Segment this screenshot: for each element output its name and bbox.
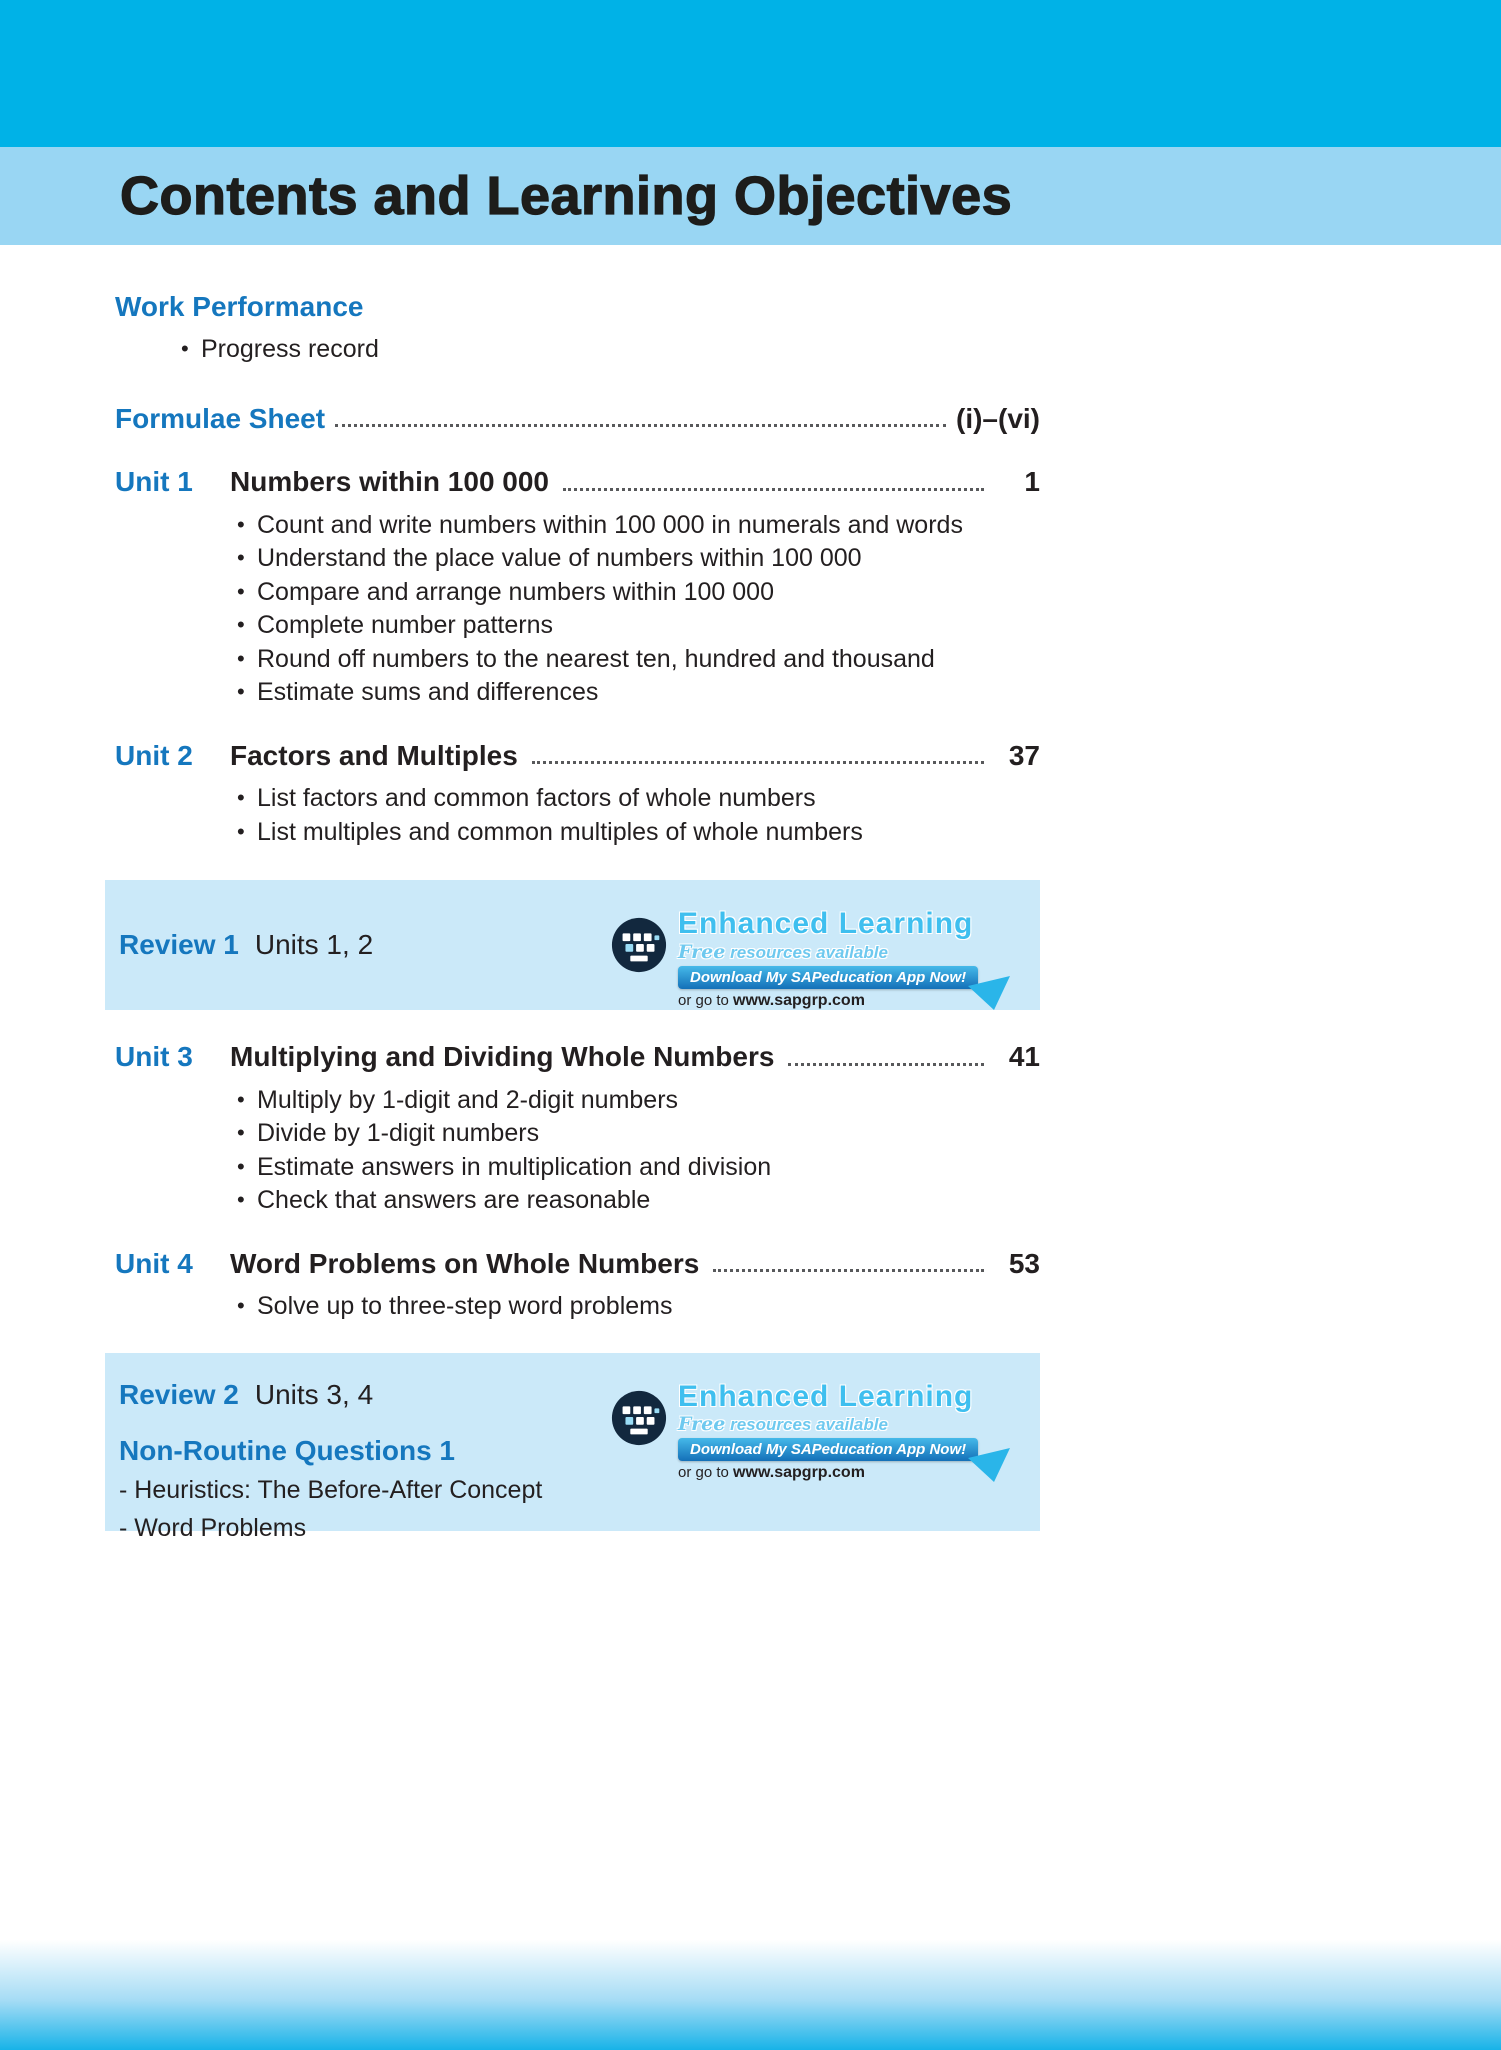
unit-3-row — [115, 1040, 1040, 1074]
objective-item: • Estimate sums and differences — [231, 676, 1040, 709]
unit-label: Unit 1 — [115, 466, 193, 498]
unit-title: Factors and Multiples — [230, 739, 518, 771]
objective-item: • Check that answers are reasonable — [231, 1184, 1040, 1217]
sap-logo-icon — [610, 916, 668, 974]
list-item: • Progress record — [175, 333, 1040, 366]
objective-item: • Understand the place value of numbers within 100 000 — [231, 542, 1040, 575]
unit-1-row — [115, 465, 1040, 499]
objective-item: • Divide by 1-digit numbers — [231, 1117, 1040, 1150]
sap-logo-icon — [610, 1389, 668, 1447]
dotted-leader — [335, 424, 946, 427]
free-rest: resources available — [730, 1415, 888, 1435]
swoosh-arrow-icon — [968, 1446, 1012, 1484]
unit-4-objectives — [115, 1290, 1040, 1323]
download-app-button: Download My SAPeducation App Now! — [678, 1438, 978, 1461]
page-title: Contents and Learning Objectives — [120, 166, 1013, 226]
unit-2-row — [115, 739, 1040, 773]
review-1-box — [105, 880, 1040, 1010]
bottom-gradient-band — [0, 1940, 1501, 2050]
dotted-leader — [788, 1063, 984, 1066]
work-performance-bullets — [115, 333, 1040, 366]
enhanced-learning-text — [678, 1381, 978, 1483]
non-routine-item: - Heuristics: The Before-After Concept — [119, 1475, 543, 1504]
objective-item: • Solve up to three-step word problems — [231, 1290, 1040, 1323]
page-number: 1 — [1024, 466, 1040, 498]
objective-item: • Compare and arrange numbers within 100 000 — [231, 576, 1040, 609]
unit-3-section — [115, 1040, 1040, 1217]
free-word: Free — [678, 1413, 726, 1436]
objective-item: • List multiples and common multiples of whole numbers — [231, 816, 1040, 849]
free-rest: resources available — [730, 942, 888, 962]
review-label: Review 2 — [119, 1378, 239, 1410]
objective-item: • Complete number patterns — [231, 609, 1040, 642]
objective-item: • List factors and common factors of whole numbers — [231, 782, 1040, 815]
sap-url: www.sapgrp.com — [733, 1464, 865, 1482]
unit-2-objectives — [115, 782, 1040, 848]
review-subject: Units 3, 4 — [254, 1378, 374, 1410]
free-word: Free — [678, 940, 726, 963]
unit-title: Multiplying and Dividing Whole Numbers — [230, 1041, 775, 1073]
review-label: Review 1 — [119, 929, 239, 961]
swoosh-arrow-icon — [968, 974, 1012, 1012]
enhanced-learning-title: Enhanced Learning — [678, 907, 974, 941]
objective-item: • Estimate answers in multiplication and division — [231, 1151, 1040, 1184]
enhanced-learning-text — [678, 908, 978, 1010]
page-number: (i)–(vi) — [956, 402, 1040, 434]
page-number: 53 — [1008, 1247, 1040, 1279]
free-resources-line — [678, 941, 978, 963]
dotted-leader — [563, 488, 984, 491]
objective-item: • Multiply by 1-digit and 2-digit numbers — [231, 1084, 1040, 1117]
goto-prefix: or go to — [678, 1464, 729, 1482]
review-subject: Units 1, 2 — [254, 929, 374, 961]
review-2-box — [105, 1353, 1040, 1542]
formulae-sheet-heading: Formulae Sheet — [115, 402, 326, 434]
unit-1-objectives — [115, 509, 1040, 709]
work-performance-heading: Work Performance — [115, 291, 364, 322]
objective-item: • Round off numbers to the nearest ten, hundred and thousand — [231, 643, 1040, 676]
dotted-leader — [532, 761, 984, 764]
page-number: 37 — [1008, 739, 1040, 771]
enhanced-learning-title: Enhanced Learning — [678, 1379, 974, 1413]
unit-label: Unit 3 — [115, 1041, 193, 1073]
review-1-line — [119, 929, 373, 961]
sap-url: www.sapgrp.com — [733, 991, 865, 1009]
unit-2-section — [115, 739, 1040, 849]
title-band — [0, 147, 1501, 245]
enhanced-learning-banner — [610, 908, 1020, 1010]
goto-url-line — [678, 992, 978, 1010]
top-cyan-band — [0, 0, 1501, 147]
unit-title: Word Problems on Whole Numbers — [230, 1247, 700, 1279]
contents-list — [0, 291, 1040, 1542]
goto-url-line — [678, 1464, 978, 1482]
non-routine-item: - Word Problems — [119, 1513, 307, 1542]
unit-label: Unit 4 — [115, 1247, 193, 1279]
unit-title: Numbers within 100 000 — [230, 466, 550, 498]
enhanced-learning-banner — [610, 1381, 1020, 1483]
download-app-button: Download My SAPeducation App Now! — [678, 966, 978, 989]
unit-label: Unit 2 — [115, 739, 193, 771]
unit-3-objectives — [115, 1084, 1040, 1217]
formulae-sheet-row — [115, 402, 1040, 436]
page-number: 41 — [1008, 1041, 1040, 1073]
unit-4-section — [115, 1247, 1040, 1323]
unit-4-row — [115, 1247, 1040, 1281]
section-work-performance — [115, 291, 1040, 366]
goto-prefix: or go to — [678, 991, 729, 1009]
non-routine-heading: Non-Routine Questions 1 — [119, 1434, 455, 1466]
unit-1-section — [115, 465, 1040, 709]
free-resources-line — [678, 1413, 978, 1435]
dotted-leader — [713, 1269, 984, 1272]
objective-item: • Count and write numbers within 100 000 in numerals and words — [231, 509, 1040, 542]
